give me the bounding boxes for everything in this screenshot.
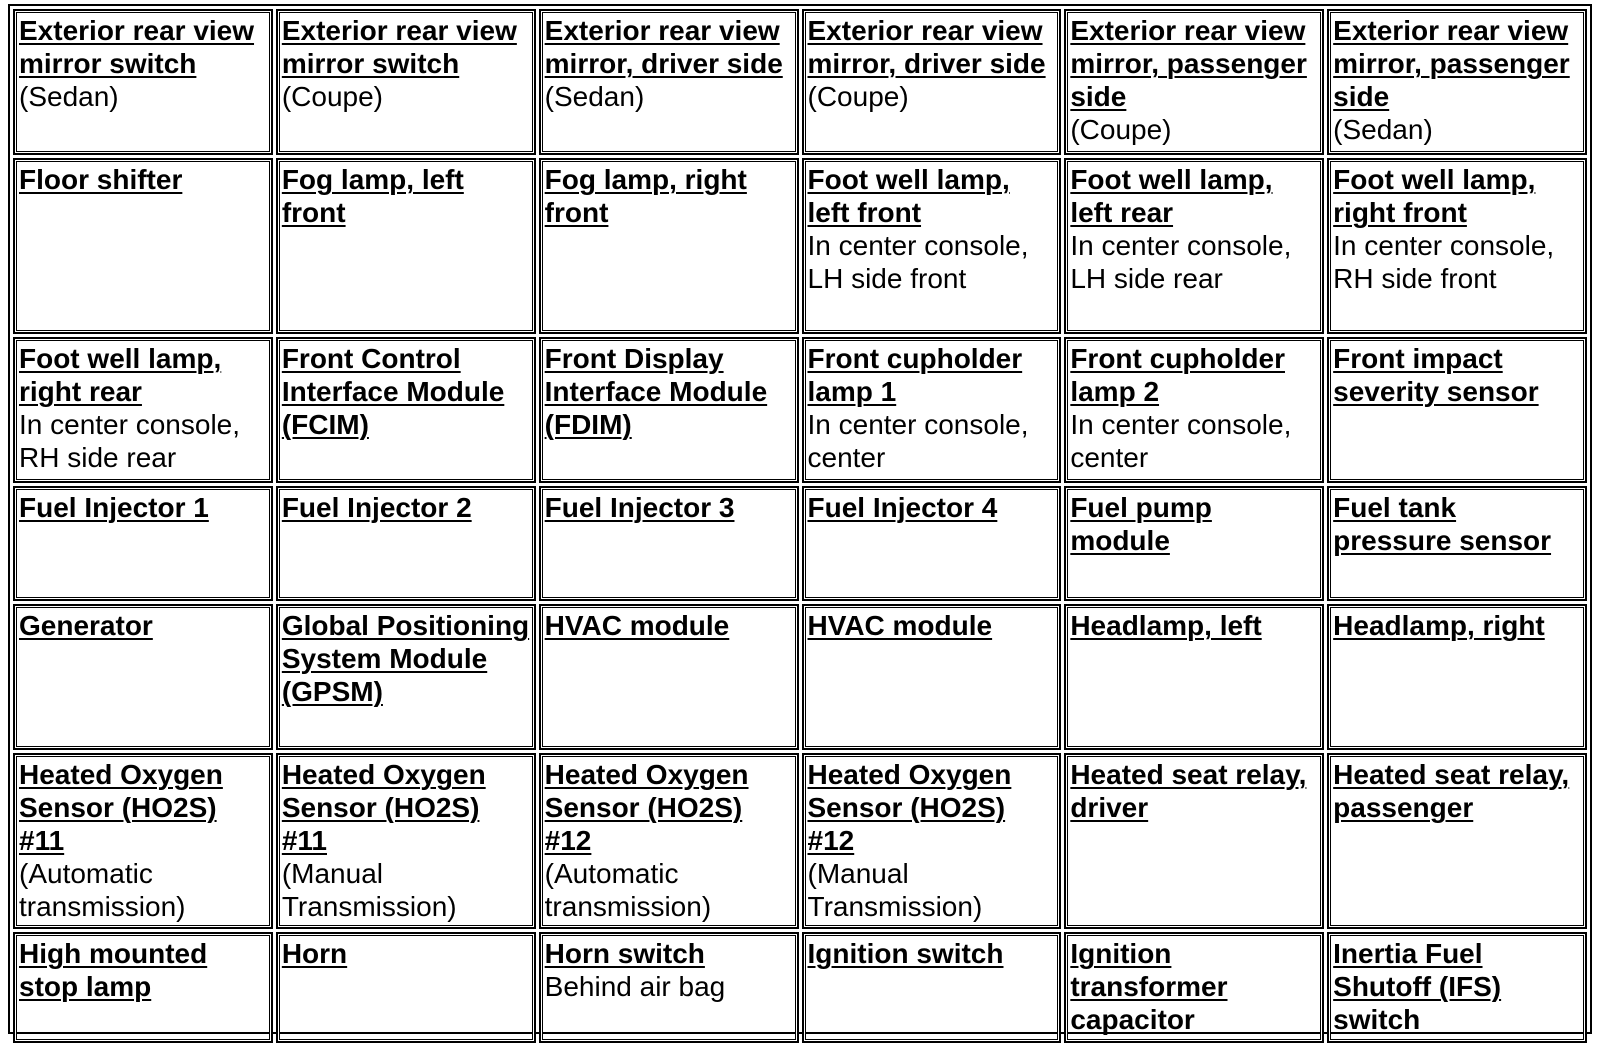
table-cell [1327, 158, 1587, 334]
component-link[interactable]: Fuel Injector 4 [807, 492, 998, 523]
component-link[interactable]: Heated seat relay, driver [1070, 759, 1307, 823]
component-link[interactable]: Exterior rear view mirror switch [281, 15, 517, 79]
table-cell [13, 158, 273, 334]
component-link[interactable]: Front Display Interface Module (FDIM) [544, 343, 768, 440]
table-cell [276, 486, 536, 601]
table-cell [1327, 604, 1587, 750]
table-cell [539, 753, 799, 929]
location-note: In center console, RH side rear [19, 409, 241, 473]
component-link[interactable]: Foot well lamp, right rear [19, 343, 222, 407]
component-link[interactable]: Front cupholder lamp 1 [807, 343, 1023, 407]
component-link[interactable]: Foot well lamp, left rear [1070, 164, 1273, 228]
table-cell [13, 604, 273, 750]
table-cell [13, 486, 273, 601]
component-location-table [8, 4, 1592, 1034]
table-cell [1064, 337, 1324, 483]
component-link[interactable]: HVAC module [544, 610, 730, 641]
component-link[interactable]: HVAC module [807, 610, 993, 641]
component-link[interactable]: Global Positioning System Module (GPSM) [281, 610, 530, 707]
component-link[interactable]: Heated Oxygen Sensor (HO2S) #12 [544, 759, 749, 856]
component-link[interactable]: Foot well lamp, left front [807, 164, 1010, 228]
table-cell [802, 337, 1062, 483]
component-link[interactable]: Heated seat relay, passenger [1333, 759, 1570, 823]
table-cell [1064, 604, 1324, 750]
table-cell [1327, 9, 1587, 155]
location-note: (Manual Transmission) [281, 858, 457, 922]
table-cell [13, 932, 273, 1043]
table-cell [1064, 9, 1324, 155]
location-note: (Coupe) [807, 81, 909, 112]
location-note: (Sedan) [19, 81, 119, 112]
table-cell [539, 604, 799, 750]
table-cell [13, 753, 273, 929]
table-cell [539, 486, 799, 601]
table-cell [802, 753, 1062, 929]
location-note: In center console, center [1070, 409, 1292, 473]
table-cell [1327, 486, 1587, 601]
component-link[interactable]: Ignition transformer capacitor [1070, 938, 1228, 1035]
table-cell [539, 932, 799, 1043]
component-link[interactable]: Inertia Fuel Shutoff (IFS) switch [1333, 938, 1502, 1035]
table-cell [539, 337, 799, 483]
component-link[interactable]: Foot well lamp, right front [1333, 164, 1536, 228]
table-cell [276, 158, 536, 334]
location-note: (Sedan) [544, 81, 645, 112]
component-link[interactable]: Exterior rear view mirror, passenger side [1333, 15, 1570, 112]
component-link[interactable]: Fuel pump module [1070, 492, 1212, 556]
component-link[interactable]: Fuel Injector 1 [19, 492, 209, 523]
location-note: (Coupe) [1070, 114, 1172, 145]
table-cell [276, 337, 536, 483]
table-cell [1064, 932, 1324, 1043]
table-cell [13, 9, 273, 155]
table-cell [276, 9, 536, 155]
table-cell [802, 932, 1062, 1043]
table-cell [276, 932, 536, 1043]
component-link[interactable]: Fuel Injector 2 [281, 492, 472, 523]
component-link[interactable]: Fog lamp, right front [544, 164, 747, 228]
component-link[interactable]: Headlamp, right [1333, 610, 1545, 641]
component-link[interactable]: Heated Oxygen Sensor (HO2S) #11 [281, 759, 486, 856]
location-note: (Sedan) [1333, 114, 1433, 145]
table-cell [1327, 932, 1587, 1043]
table-cell [1327, 753, 1587, 929]
table-cell [802, 604, 1062, 750]
component-link[interactable]: Exterior rear view mirror, passenger side [1070, 15, 1307, 112]
location-note: In center console, RH side front [1333, 230, 1555, 294]
table-cell [802, 9, 1062, 155]
component-link[interactable]: Fuel tank pressure sensor [1333, 492, 1552, 556]
component-link[interactable]: Front Control Interface Module (FCIM) [281, 343, 505, 440]
component-link[interactable]: Horn [281, 938, 348, 969]
location-note: (Coupe) [281, 81, 383, 112]
location-note: In center console, LH side rear [1070, 230, 1292, 294]
location-note: In center console, center [807, 409, 1029, 473]
component-link[interactable]: Exterior rear view mirror, driver side [544, 15, 783, 79]
component-link[interactable]: Headlamp, left [1070, 610, 1262, 641]
location-note: (Automatic transmission) [19, 858, 186, 922]
location-note: In center console, LH side front [807, 230, 1029, 294]
table-cell [539, 158, 799, 334]
component-link[interactable]: Fuel Injector 3 [544, 492, 735, 523]
component-link[interactable]: Floor shifter [19, 164, 183, 195]
component-link[interactable]: Horn switch [544, 938, 705, 969]
table-cell [802, 158, 1062, 334]
component-link[interactable]: High mounted stop lamp [19, 938, 208, 1002]
table-cell [1327, 337, 1587, 483]
component-link[interactable]: Heated Oxygen Sensor (HO2S) #11 [19, 759, 223, 856]
component-link[interactable]: Heated Oxygen Sensor (HO2S) #12 [807, 759, 1012, 856]
component-link[interactable]: Front impact severity sensor [1333, 343, 1539, 407]
table-cell [1064, 486, 1324, 601]
table-cell [1064, 753, 1324, 929]
component-link[interactable]: Fog lamp, left front [281, 164, 464, 228]
component-link[interactable]: Exterior rear view mirror switch [19, 15, 255, 79]
table-cell [13, 337, 273, 483]
component-link[interactable]: Generator [19, 610, 153, 641]
component-link[interactable]: Front cupholder lamp 2 [1070, 343, 1285, 407]
table-cell [802, 486, 1062, 601]
table-cell [276, 753, 536, 929]
location-note: (Manual Transmission) [807, 858, 983, 922]
location-note: (Automatic transmission) [544, 858, 712, 922]
location-note: Behind air bag [544, 971, 726, 1002]
table-cell [539, 9, 799, 155]
component-link[interactable]: Ignition switch [807, 938, 1004, 969]
table-cell [1064, 158, 1324, 334]
table-cell [276, 604, 536, 750]
component-link[interactable]: Exterior rear view mirror, driver side [807, 15, 1046, 79]
